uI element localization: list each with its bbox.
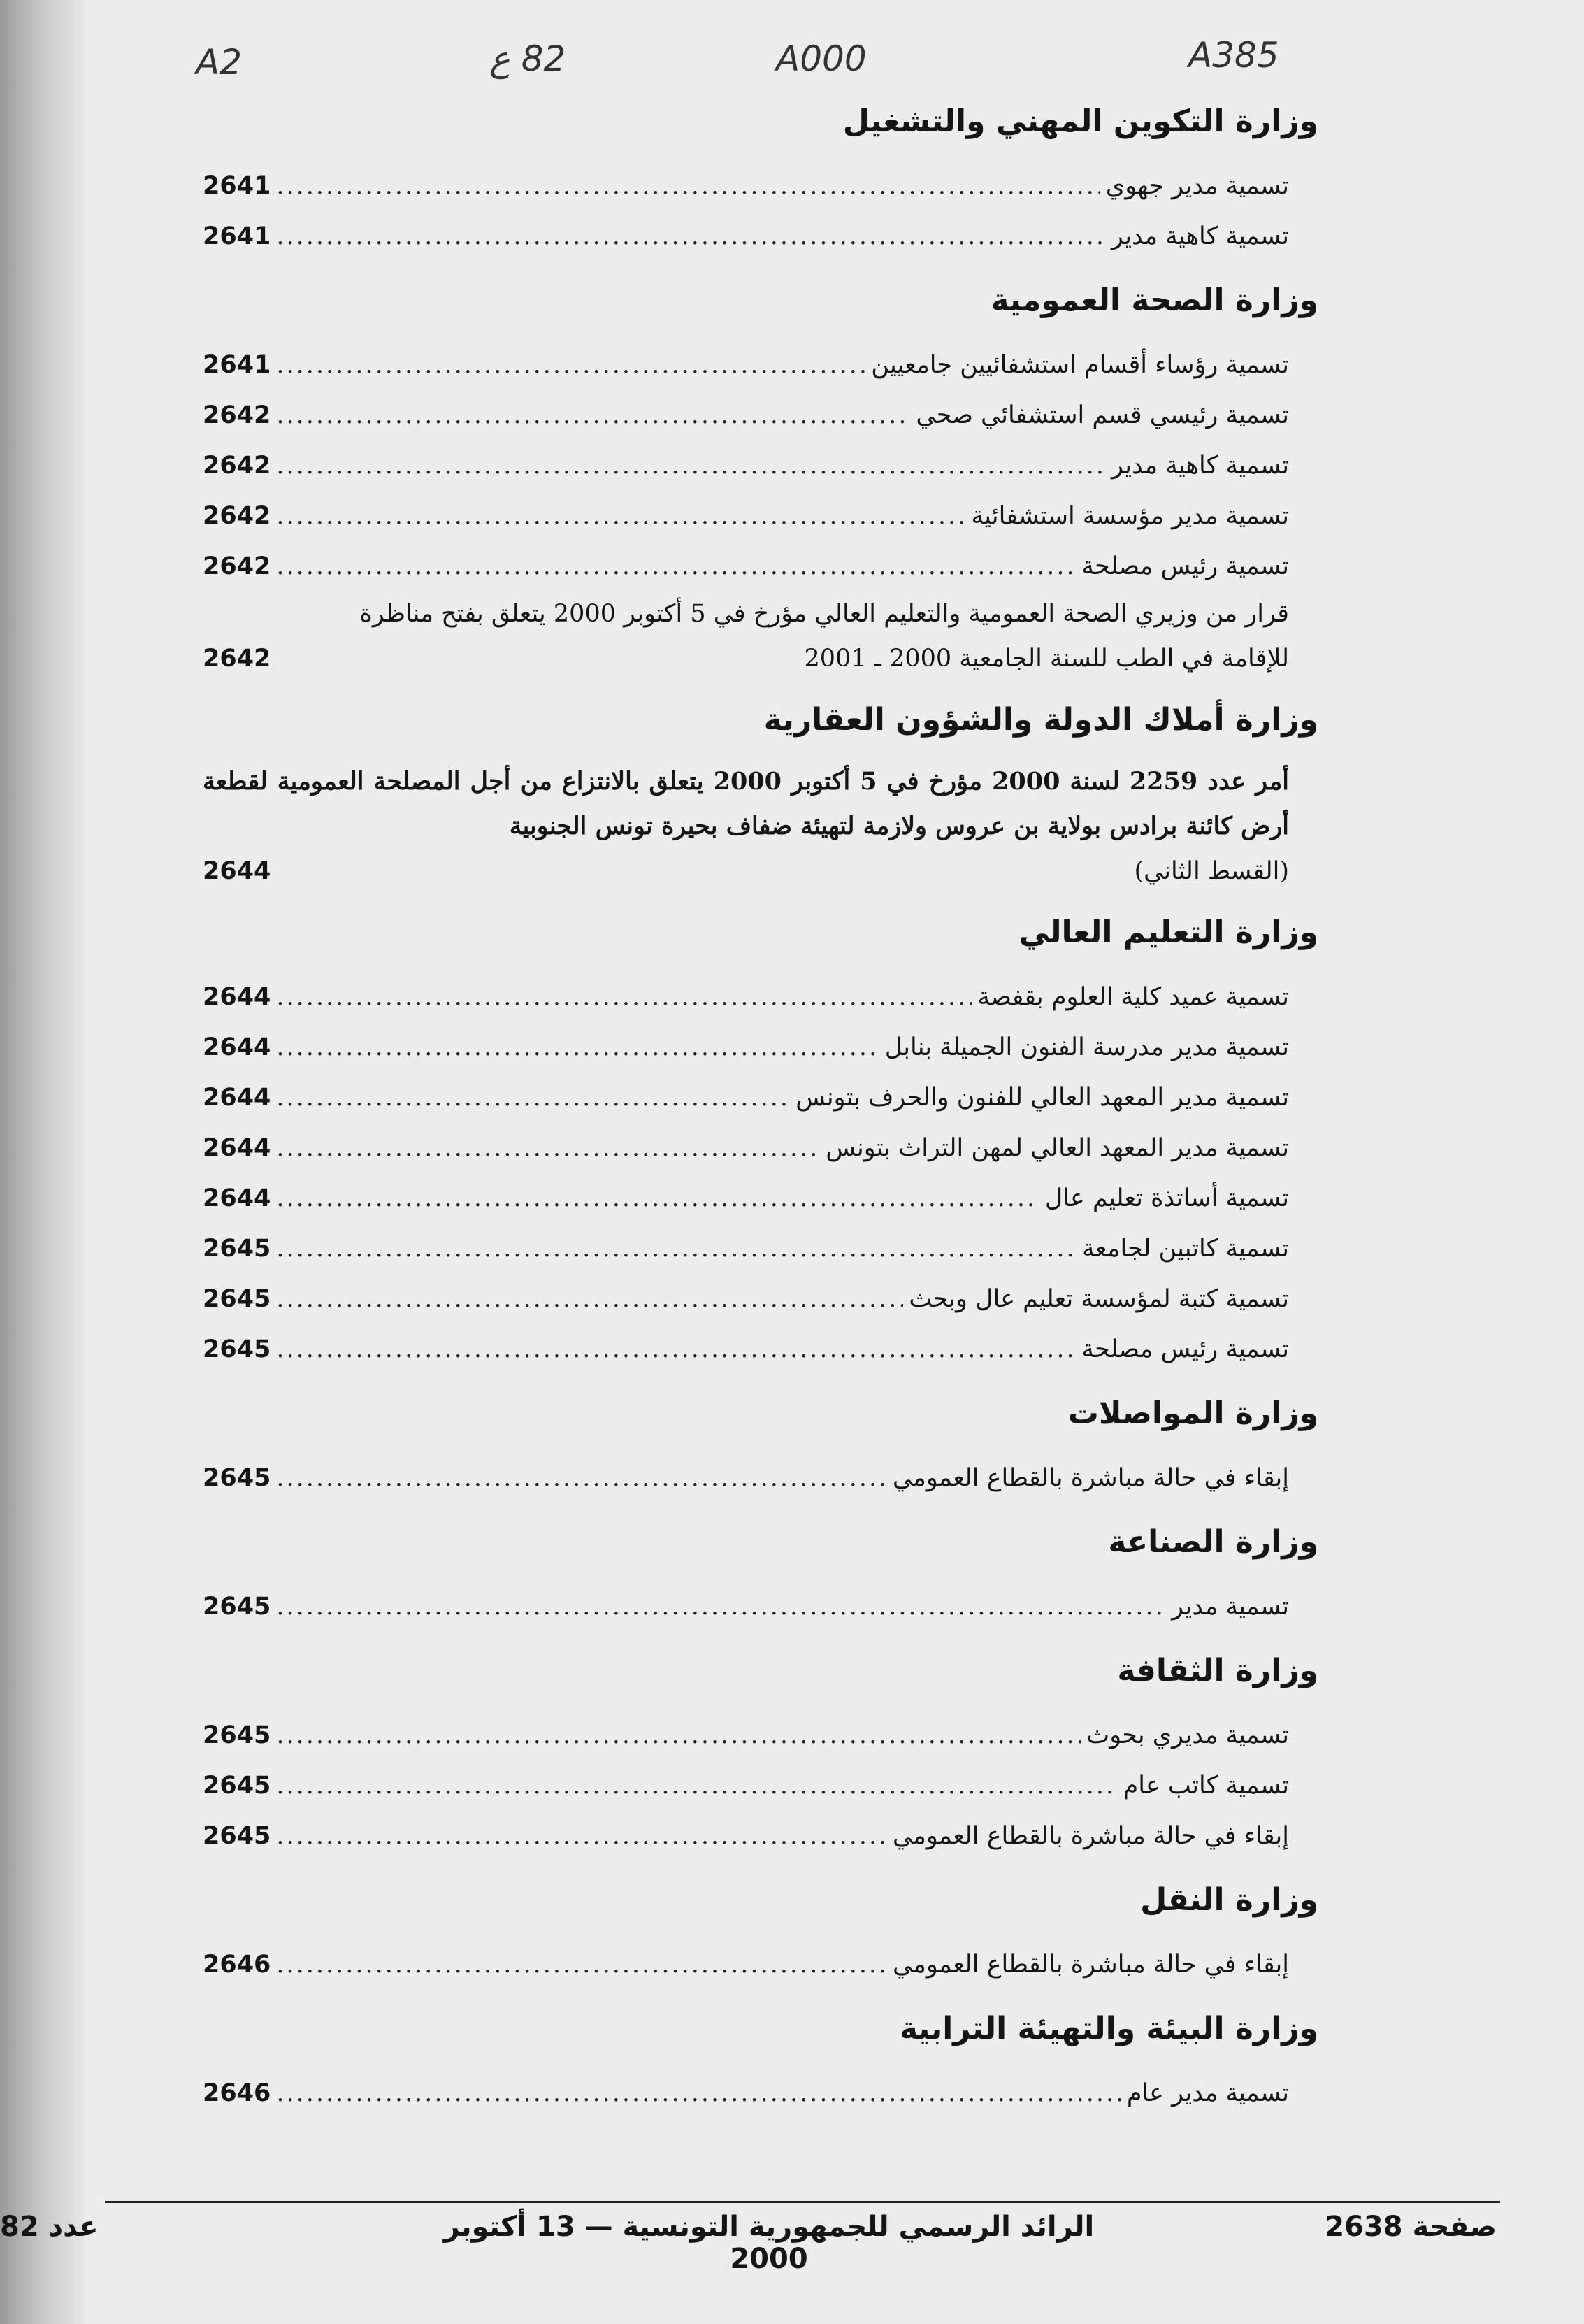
dot-leader: [276, 1453, 887, 1503]
entry-label: للإقامة في الطب للسنة الجامعية 2000 ـ 2001: [804, 645, 1289, 673]
dot-leader: [276, 1274, 903, 1324]
toc-entry: [203, 1581, 1318, 1632]
entry-page-number: 2644: [203, 1084, 271, 1112]
footer-issue-number: عدد 82: [0, 2211, 99, 2243]
entry-label: تسمية رئيس مصلحة: [1081, 1335, 1289, 1363]
entry-label: تسمية مدير عام: [1126, 2079, 1289, 2107]
entry-label: تسمية كاتبين لجامعة: [1082, 1235, 1289, 1263]
section-title: وزارة التعليم العالي: [1018, 914, 1318, 950]
toc-entry: [203, 491, 1318, 541]
entry-label: تسمية مدير المعهد العالي للفنون والحرف بتونس: [795, 1084, 1289, 1112]
entry-page-number: 2645: [203, 1335, 271, 1363]
dot-leader: [276, 541, 1076, 591]
dot-leader: [276, 1224, 1077, 1274]
dot-leader: [276, 972, 972, 1022]
entry-label: تسمية كاتب عام: [1123, 1772, 1289, 1800]
entry-label: تسمية مدير مؤسسة استشفائية: [971, 502, 1289, 530]
entry-label: تسمية عميد كلية العلوم بقفصة: [977, 983, 1289, 1011]
dot-leader: [276, 211, 1106, 261]
dot-leader: [276, 1581, 1166, 1632]
entry-label: (القسط الثاني): [1134, 857, 1289, 885]
toc-entry: [203, 390, 1318, 440]
section-title: وزارة الصناعة: [1108, 1524, 1318, 1560]
entry-page-number: 2645: [203, 1285, 271, 1313]
handwritten-note-4: A385: [1188, 35, 1279, 76]
toc-entry: [203, 1022, 1318, 1073]
toc-section: [203, 1647, 1318, 1861]
entry-page-number: 2644: [203, 1033, 271, 1061]
dot-leader: [276, 491, 965, 541]
section-title: وزارة النقل: [1140, 1882, 1318, 1918]
toc-section: [203, 1519, 1318, 1632]
entry-page-number: 2645: [203, 1721, 271, 1749]
entry-label: تسمية رؤساء أقسام استشفائيين جامعيين: [871, 351, 1289, 379]
handwritten-note-1: A2: [196, 42, 243, 83]
toc-entry: [203, 1073, 1318, 1123]
toc-entry: [203, 1939, 1318, 1990]
toc-entry: [203, 1274, 1318, 1324]
footer-journal-title: الرائد الرسمي للجمهورية التونسية — 13 أكتوبر 2000: [443, 2211, 1095, 2275]
entry-page-number: 2641: [203, 172, 271, 200]
entry-label: إبقاء في حالة مباشرة بالقطاع العمومي: [892, 1951, 1289, 1979]
entry-page-number: 2645: [203, 1822, 271, 1850]
dot-leader: [276, 1710, 1081, 1760]
dot-leader: [276, 1811, 887, 1861]
entry-label: تسمية كاهية مدير: [1111, 452, 1289, 480]
footer-page-number: صفحة 2638: [1325, 2211, 1497, 2243]
toc-entry: [203, 211, 1318, 261]
entry-label: تسمية مدير جهوي: [1105, 172, 1289, 200]
entry-page-number: 2642: [203, 502, 271, 530]
entry-page-number: 2644: [203, 1184, 271, 1212]
entry-label: تسمية أساتذة تعليم عال: [1044, 1184, 1289, 1212]
toc-entry: [203, 636, 1318, 681]
dot-leader: [276, 390, 910, 440]
section-title: وزارة البيئة والتهيئة الترابية: [900, 2011, 1318, 2046]
entry-paragraph: أمر عدد 2259 لسنة 2000 مؤرخ في 5 أكتوبر 2000 يتعلق بالانتزاع من أجل المصلحة العمومية لقطعة أرض كائنة برادس بولاية بن عروس ولازمة لتهيئة ضفاف بحيرة تونس الجنوبية: [203, 767, 1289, 840]
handwritten-note-3: A000: [776, 38, 867, 79]
toc-entry: [203, 2068, 1318, 2118]
toc-section: [203, 2005, 1318, 2118]
dot-leader: [276, 1173, 1039, 1224]
entry-page-number: 2642: [203, 452, 271, 480]
entry-page-number: 2641: [203, 222, 271, 250]
toc-entry: [203, 1760, 1318, 1811]
entry-page-number: 2642: [203, 552, 271, 580]
section-title: وزارة الصحة العمومية: [991, 282, 1318, 318]
entry-page-number: 2644: [203, 983, 271, 1011]
handwritten-note-2: 82 ع: [489, 38, 566, 79]
toc-entry: [203, 1324, 1318, 1375]
dot-leader: [276, 340, 865, 390]
toc-section: [203, 1390, 1318, 1503]
dot-leader: [276, 1073, 790, 1123]
toc-entry: [203, 1811, 1318, 1861]
entry-page-number: 2645: [203, 1235, 271, 1263]
dot-leader: [276, 161, 1100, 211]
entry-page-number: 2644: [203, 1134, 271, 1162]
toc-section: [203, 1877, 1318, 1990]
section-title: وزارة التكوين المهني والتشغيل: [842, 103, 1318, 139]
entry-label: تسمية مدير: [1172, 1593, 1289, 1621]
dot-leader: [276, 1324, 1076, 1375]
toc-entry: [203, 440, 1318, 491]
entry-page-number: 2645: [203, 1593, 271, 1621]
table-of-contents: [203, 98, 1318, 2134]
toc-section: [203, 696, 1318, 894]
dot-leader: [276, 1022, 879, 1073]
dot-leader: [276, 1760, 1117, 1811]
toc-entry: [203, 161, 1318, 211]
entry-page-number: 2642: [203, 645, 271, 673]
entry-paragraph: قرار من وزيري الصحة العمومية والتعليم العالي مؤرخ في 5 أكتوبر 2000 يتعلق بفتح مناظرة: [359, 600, 1289, 628]
dot-leader: [276, 1123, 820, 1173]
entry-label: تسمية مدير المعهد العالي لمهن التراث بتونس: [826, 1134, 1289, 1162]
toc-entry: [203, 849, 1318, 894]
entry-page-number: 2645: [203, 1464, 271, 1492]
entry-page-number: 2646: [203, 1951, 271, 1979]
toc-section: [203, 909, 1318, 1375]
toc-entry: [203, 541, 1318, 591]
section-title: وزارة المواصلات: [1067, 1396, 1318, 1431]
toc-entry: [203, 1453, 1318, 1503]
entry-page-number: 2644: [203, 857, 271, 885]
footer-rule: [105, 2201, 1500, 2203]
entry-page-number: 2642: [203, 401, 271, 429]
entry-page-number: 2641: [203, 351, 271, 379]
entry-label: تسمية مدير مدرسة الفنون الجميلة بنابل: [884, 1033, 1289, 1061]
toc-entry: [203, 1173, 1318, 1224]
toc-entry: [203, 340, 1318, 390]
entry-label: تسمية مديري بحوث: [1086, 1721, 1289, 1749]
dot-leader: [276, 1939, 887, 1990]
section-title: وزارة الثقافة: [1117, 1653, 1318, 1688]
entry-label: تسمية كاهية مدير: [1111, 222, 1289, 250]
entry-label: تسمية كتبة لمؤسسة تعليم عال وبحث: [909, 1285, 1289, 1313]
toc-section: [203, 277, 1318, 681]
entry-page-number: 2646: [203, 2079, 271, 2107]
toc-entry: [203, 1123, 1318, 1173]
toc-entry: [203, 1224, 1318, 1274]
toc-section: [203, 98, 1318, 261]
entry-label: إبقاء في حالة مباشرة بالقطاع العمومي: [892, 1822, 1289, 1850]
toc-entry: [203, 972, 1318, 1022]
entry-label: تسمية رئيس مصلحة: [1081, 552, 1289, 580]
entry-page-number: 2645: [203, 1772, 271, 1800]
section-title: وزارة أملاك الدولة والشؤون العقارية: [763, 702, 1318, 738]
entry-label: تسمية رئيسي قسم استشفائي صحي: [916, 401, 1289, 429]
entry-label: إبقاء في حالة مباشرة بالقطاع العمومي: [892, 1464, 1289, 1492]
page-edge-shadow: [0, 0, 84, 2324]
dot-leader: [276, 440, 1106, 491]
dot-leader: [276, 2068, 1121, 2118]
toc-entry: [203, 1710, 1318, 1760]
